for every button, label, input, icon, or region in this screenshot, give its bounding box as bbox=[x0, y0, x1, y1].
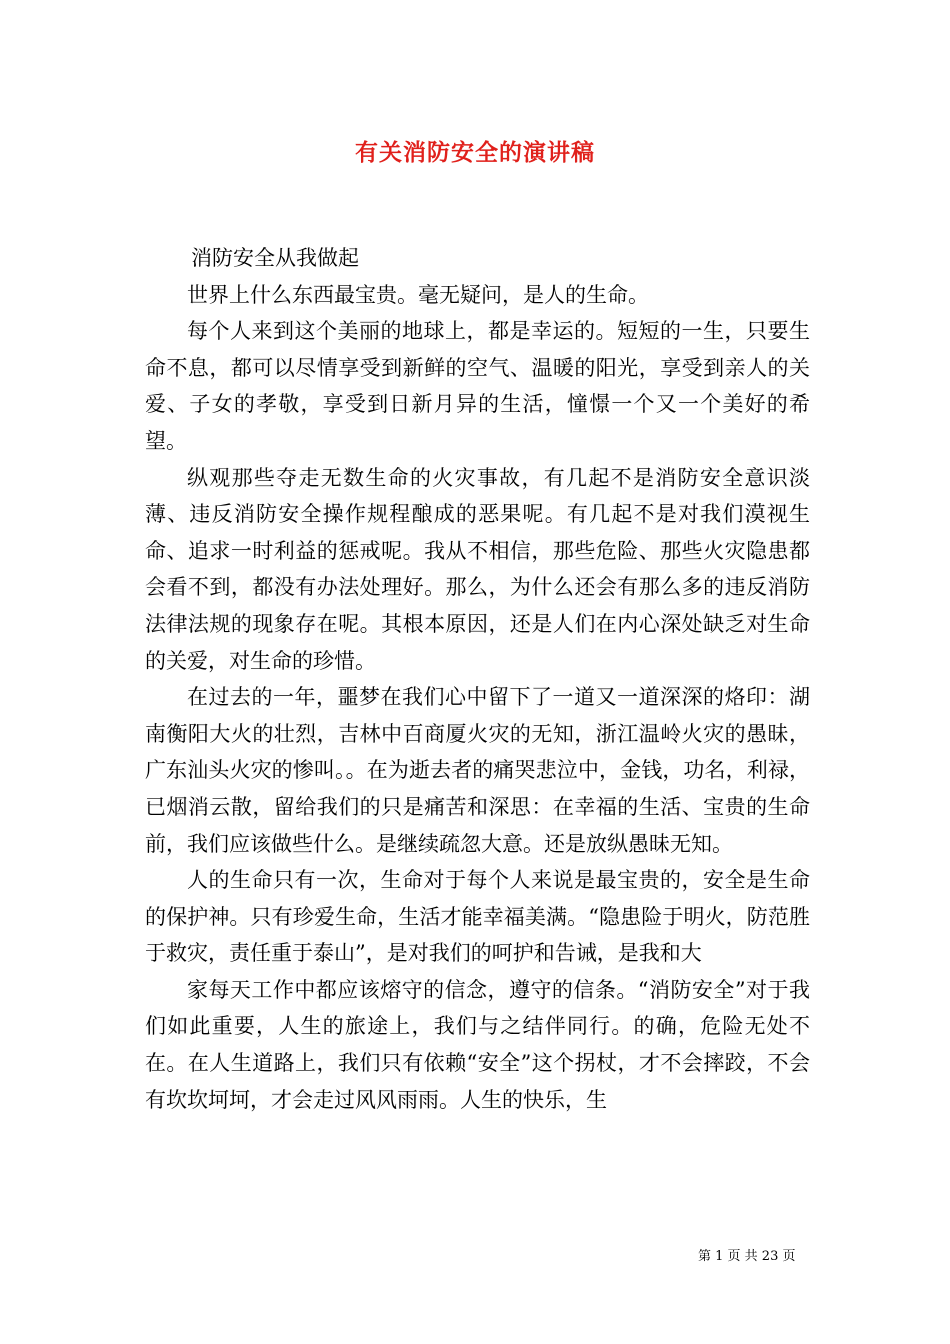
paragraph: 人的生命只有一次，生命对于每个人来说是最宝贵的，安全是生命的保护神。只有珍爱生命，生活才能幸福美满。“隐患险于明火，防范胜于救灾，责任重于泰山”，是对我们的呵护和告诫，是我和大 bbox=[145, 868, 810, 966]
paragraph: 纵观那些夺走无数生命的火灾事故，有几起不是消防安全意识淡薄、违反消防安全操作规程酿成的恶果呢。有几起不是对我们漠视生命、追求一时利益的惩戒呢。我从不相信，那些危险、那些火灾隐患都会看不到，都没有办法处理好。那么，为什么还会有那么多的违反消防法律法规的现象存在呢。其根本原因，还是人们在内心深处缺乏对生命的关爱，对生命的珍惜。 bbox=[145, 465, 810, 673]
paragraph: 每个人来到这个美丽的地球上，都是幸运的。短短的一生，只要生命不息，都可以尽情享受到新鲜的空气、温暖的阳光，享受到亲人的关爱、子女的孝敬，享受到日新月异的生活，憧憬一个又一个美好的希望。 bbox=[145, 319, 810, 453]
paragraph: 家每天工作中都应该熔守的信念，遵守的信条。“消防安全”对于我们如此重要，人生的旅途上，我们与之结伴同行。的确，危险无处不在。在人生道路上，我们只有依赖“安全”这个拐杖，才不会摔跤，不会有坎坎坷坷，才会走过风风雨雨。人生的快乐，生 bbox=[145, 977, 810, 1112]
speech-subtitle: 消防安全从我做起 bbox=[191, 246, 359, 270]
paragraph: 世界上什么东西最宝贵。毫无疑问，是人的生命。 bbox=[187, 282, 649, 307]
page-number: 第 1 页 共 23 页 bbox=[698, 1249, 796, 1264]
paragraph: 在过去的一年，噩梦在我们心中留下了一道又一道深深的烙印：湖南衡阳大火的壮烈，吉林中百商厦火灾的无知，浙江温岭火灾的愚昧，广东汕头火灾的惨叫。。在为逝去者的痛哭悲泣中，金钱，功名，利禄，已烟消云散，留给我们的只是痛苦和深思：在幸福的生活、宝贵的生命前，我们应该做些什么。是继续疏忽大意。还是放纵愚昧无知。 bbox=[145, 685, 810, 856]
document-body bbox=[145, 240, 810, 1118]
document-title: 有关消防安全的演讲稿 bbox=[355, 139, 595, 166]
